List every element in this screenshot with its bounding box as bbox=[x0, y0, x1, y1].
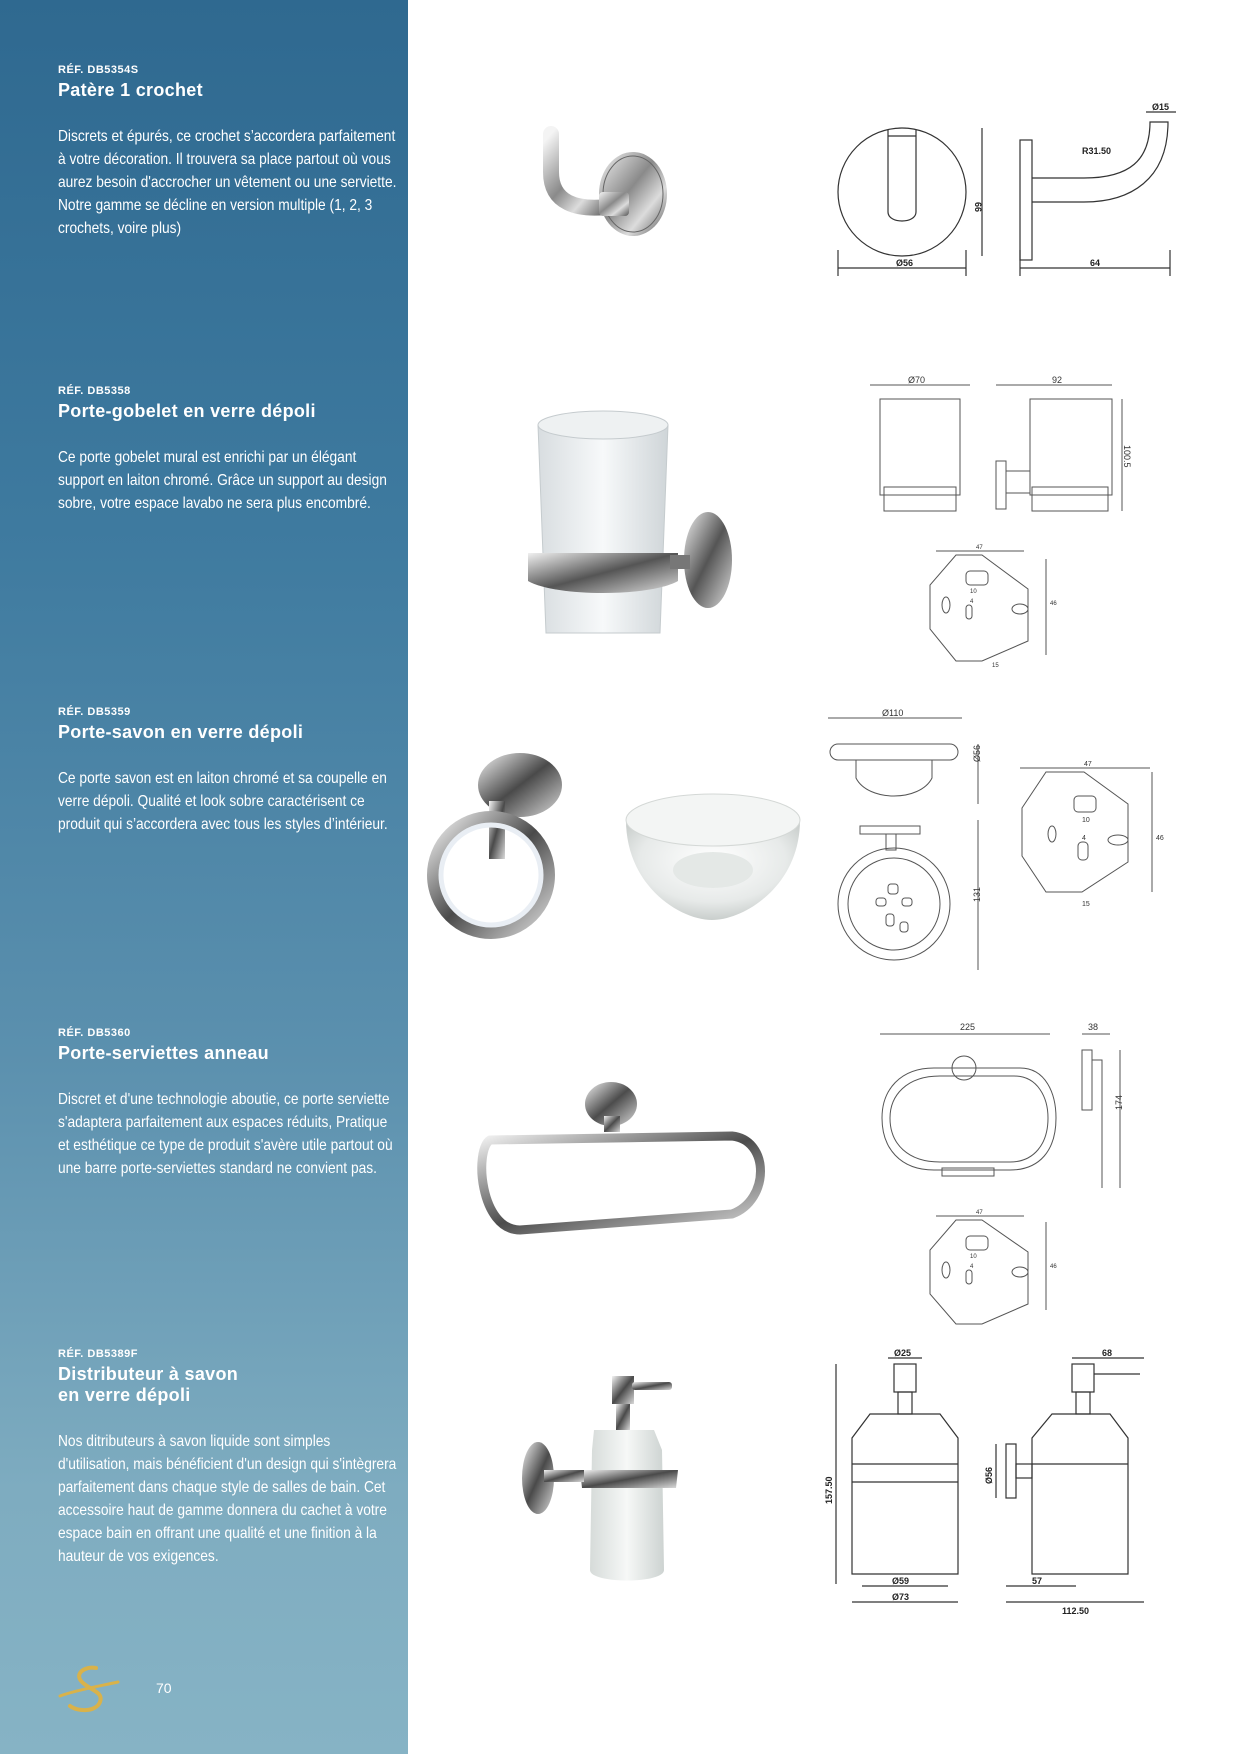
dim-label: 157.50 bbox=[824, 1476, 834, 1504]
product-title: Porte-serviettes anneau bbox=[58, 1043, 269, 1063]
dim-label: 10 bbox=[970, 589, 977, 595]
product-ref: RÉF. DB5354S bbox=[58, 64, 139, 76]
dim-label: Ø56 bbox=[984, 1466, 994, 1484]
product-description: Discrets et épurés, ce crochet s’accordera parfaitement à votre décoration. Il trouvera sa place partout où vous aurez besoin d'accrocher un vêtement ou une serviette. Notre gamme se décline en version multiple (1, 2, 3 crochets, voire plus) bbox=[58, 128, 397, 237]
tumbler-holder-photo bbox=[520, 405, 740, 650]
dim-label: Ø59 bbox=[892, 1576, 910, 1586]
tumbler-holder-drawing bbox=[870, 375, 1132, 669]
product-description: Ce porte savon est en laiton chromé et sa coupelle en verre dépoli. Qualité et look sobre caractérisent ce produit qui s’accordera avec tous les styles d’intérieur. bbox=[58, 770, 388, 833]
product-title: Porte-gobelet en verre dépoli bbox=[58, 401, 316, 421]
dim-label: Ø110 bbox=[882, 708, 904, 718]
dim-label: 46 bbox=[1156, 835, 1164, 842]
product-ref: RÉF. DB5389F bbox=[58, 1348, 138, 1360]
product-block-db5359 bbox=[58, 706, 398, 836]
coat-hook-drawing bbox=[820, 100, 1190, 310]
product-title: Porte-savon en verre dépoli bbox=[58, 722, 304, 742]
product-ref: RÉF. DB5360 bbox=[58, 1027, 131, 1039]
product-block-db5389f bbox=[58, 1348, 398, 1568]
coat-hook-photo bbox=[535, 120, 685, 250]
dim-label: 100.5 bbox=[1122, 445, 1132, 468]
dim-label: Ø70 bbox=[908, 375, 926, 385]
dim-label: 15 bbox=[1082, 901, 1090, 908]
dim-label: Ø15 bbox=[1152, 102, 1170, 112]
dim-label: 4 bbox=[1082, 835, 1086, 842]
dim-label: 15 bbox=[992, 663, 999, 669]
product-ref: RÉF. DB5358 bbox=[58, 385, 131, 397]
dim-label: 112.50 bbox=[1062, 1606, 1090, 1616]
soap-dispenser-photo bbox=[520, 1370, 720, 1595]
dim-label: 57 bbox=[1032, 1576, 1043, 1586]
towel-ring-photo bbox=[470, 1080, 780, 1240]
dim-label: 46 bbox=[1050, 601, 1057, 607]
towel-ring-drawing bbox=[870, 1020, 1140, 1310]
dim-label: 10 bbox=[970, 1254, 977, 1260]
dim-label: 10 bbox=[1082, 817, 1090, 824]
product-description: Discret et d'une technologie aboutie, ce porte serviette s'adaptera parfaitement aux espaces réduits, Pratique et esthétique ce type de produit s'avère utile partout où une barre porte-serviettes standard ne convient pas. bbox=[58, 1091, 393, 1177]
dim-label: Ø56 bbox=[896, 258, 914, 268]
dim-label: 66 bbox=[973, 202, 983, 213]
dim-label: 131 bbox=[972, 886, 982, 902]
dim-label: 47 bbox=[976, 1210, 983, 1216]
dim-label: R31.50 bbox=[1082, 146, 1112, 156]
product-block-db5354s bbox=[58, 64, 398, 240]
dim-label: Ø73 bbox=[892, 1592, 910, 1602]
soap-dish-drawing bbox=[820, 708, 1190, 978]
dim-label: 4 bbox=[970, 599, 974, 605]
dim-label: 64 bbox=[1090, 258, 1101, 268]
product-block-db5358 bbox=[58, 385, 398, 515]
page-number: 70 bbox=[156, 1680, 172, 1696]
dim-label: 47 bbox=[1084, 761, 1092, 768]
dim-label: Ø25 bbox=[894, 1348, 912, 1358]
product-title: Distributeur à savon en verre dépoli bbox=[58, 1364, 239, 1405]
dim-label: 46 bbox=[1050, 1264, 1057, 1270]
dim-label: 92 bbox=[1052, 375, 1063, 385]
product-block-db5360 bbox=[58, 1027, 398, 1180]
soap-dispenser-drawing bbox=[810, 1348, 1190, 1618]
product-description: Nos ditributeurs à savon liquide sont simples d'utilisation, mais bénéficient d'un design qui s'intègrera parfaitement dans chaque style de salles de bain. Cet accessoire haut de gamme donnera du cachet à votre espace bain en offrant une qualité et une finition à la hauteur de vos exigences. bbox=[58, 1433, 397, 1565]
soap-ring-photo bbox=[425, 745, 570, 945]
dim-label: 174 bbox=[1114, 1094, 1124, 1110]
brand-logo-icon bbox=[56, 1660, 126, 1720]
dim-label: 47 bbox=[976, 545, 983, 551]
product-description: Ce porte gobelet mural est enrichi par un élégant support en laiton chromé. Grâce un support au design sobre, votre espace lavabo ne sera plus encombré. bbox=[58, 449, 387, 512]
soap-dish-photo bbox=[620, 790, 805, 930]
dim-label: Ø56 bbox=[972, 744, 982, 762]
product-title: Patère 1 crochet bbox=[58, 80, 203, 100]
product-ref: RÉF. DB5359 bbox=[58, 706, 131, 718]
dim-label: 4 bbox=[970, 1264, 974, 1270]
dim-label: 68 bbox=[1102, 1348, 1113, 1358]
dim-label: 225 bbox=[960, 1022, 976, 1032]
dim-label: 38 bbox=[1088, 1022, 1099, 1032]
